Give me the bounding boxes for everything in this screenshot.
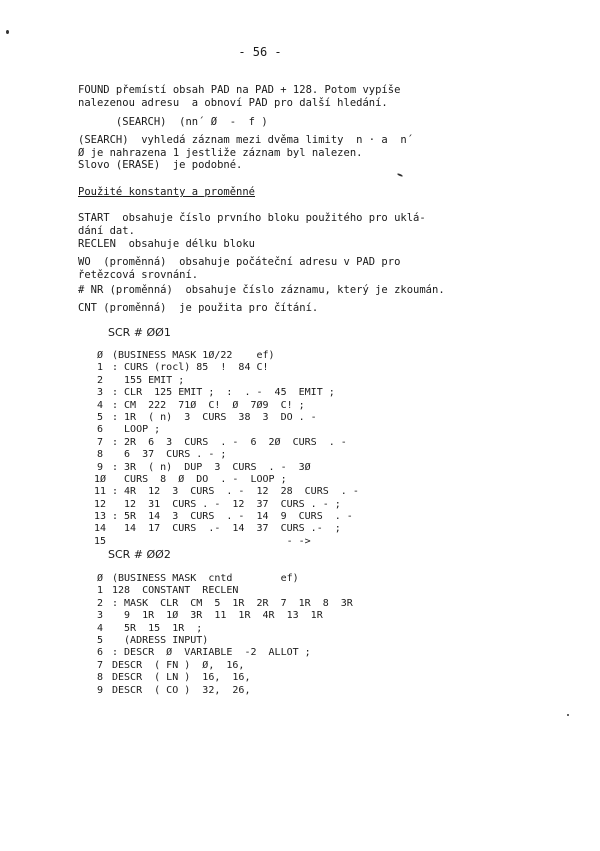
code-text: : 2R 6 3 CURS . - 6 2Ø CURS . - <box>112 436 347 448</box>
scan-speck <box>6 30 9 34</box>
line-number: 1 <box>96 362 104 374</box>
line-number: 5 <box>96 411 104 423</box>
paragraph-wo: WO (proměnná) obsahuje počáteční adresu v PAD pro řetězcová srovnání. <box>78 256 401 281</box>
section-heading: Použité konstanty a proměnné <box>78 186 256 198</box>
code-text: DESCR ( LN ) 16, 16, <box>112 672 251 684</box>
line-number: 7 <box>96 659 104 671</box>
line-number: Ø <box>96 350 104 361</box>
search-signature: (SEARCH) (nn´ Ø - f ) <box>78 116 268 128</box>
code-text: : CLR 125 EMIT ; : . - 45 EMIT ; <box>112 387 335 399</box>
code-text: DESCR ( CO ) 32, 26, <box>112 684 251 696</box>
scan-speck <box>397 173 403 177</box>
line-number: 9 <box>96 684 104 696</box>
code-text: LOOP ; <box>112 424 161 436</box>
line-number: 5 <box>96 634 104 646</box>
code-text: 6 37 CURS . - ; <box>112 449 227 461</box>
code-text: : 1R ( n) 3 CURS 38 3 DO . - <box>112 411 317 423</box>
line-number: 7 <box>96 436 104 448</box>
line-number: 6 <box>96 647 104 659</box>
code-text: (BUSINESS MASK 1Ø/22 ef) <box>112 350 275 361</box>
code-text: 9 1R 1Ø 3R 11 1R 4R 13 1R <box>112 610 323 622</box>
paragraph-found: FOUND přemístí obsah PAD na PAD + 128. Potom vypíše nalezenou adresu a obnoví PAD pro další hledání. <box>78 84 401 109</box>
code-text: DESCR ( FN ) Ø, 16, <box>112 659 245 671</box>
code-text: - -> <box>112 535 311 547</box>
line-number: 15 <box>93 535 107 547</box>
line-number: 2 <box>96 597 104 609</box>
line-number: 12 <box>93 498 107 510</box>
line-number: 2 <box>96 374 104 386</box>
screen-title-1: SCR # ØØ1 <box>108 326 171 339</box>
paragraph-nr: # NR (proměnná) obsahuje číslo záznamu, který je zkoumán. <box>78 284 445 296</box>
code-text: 12 31 CURS . - 12 37 CURS . - ; <box>112 498 341 510</box>
line-number: 4 <box>96 399 104 411</box>
scan-speck <box>567 714 569 716</box>
paragraph-cnt: CNT (proměnná) je použita pro čítání. <box>78 302 319 314</box>
paragraph-reclen: RECLEN obsahuje délku bloku <box>78 238 256 250</box>
line-number: 1 <box>96 585 104 597</box>
paragraph-start: START obsahuje číslo prvního bloku použitého pro uklá- dání dat. <box>78 212 426 237</box>
line-number: 8 <box>96 672 104 684</box>
line-number: 11 <box>93 486 107 498</box>
code-text: 128 CONSTANT RECLEN <box>112 585 239 597</box>
line-number: 6 <box>96 424 104 436</box>
line-number: 3 <box>96 610 104 622</box>
code-text: : MASK CLR CM 5 1R 2R 7 1R 8 3R <box>112 597 353 609</box>
code-text: 14 17 CURS .- 14 37 CURS .- ; <box>112 523 341 535</box>
line-number: 1Ø <box>93 473 107 485</box>
line-number: 8 <box>96 449 104 461</box>
line-number: 4 <box>96 622 104 634</box>
page-number: - 56 - <box>238 45 282 59</box>
code-text: : 5R 14 3 CURS . - 14 9 CURS . - <box>112 511 353 523</box>
code-text: 155 EMIT ; <box>112 374 185 386</box>
paragraph-search: (SEARCH) vyhledá záznam mezi dvěma limity n · a n´ Ø je nahrazena 1 jestliže záznam byl nalezen. Slovo (ERASE) je podobné. <box>78 134 414 171</box>
code-text: (ADRESS INPUT) <box>112 634 209 646</box>
code-text: 5R 15 1R ; <box>112 622 203 634</box>
code-text: : 4R 12 3 CURS . - 12 28 CURS . - <box>112 486 359 498</box>
code-text: : 3R ( n) DUP 3 CURS . - 3Ø <box>112 461 311 473</box>
line-number: 9 <box>96 461 104 473</box>
line-number: 14 <box>93 523 107 535</box>
line-number: Ø <box>96 573 104 584</box>
line-number: 13 <box>93 511 107 523</box>
code-text: : CM 222 71Ø C! Ø 7Ø9 C! ; <box>112 399 305 411</box>
screen-title-2: SCR # ØØ2 <box>108 548 171 561</box>
code-text: (BUSINESS MASK cntd ef) <box>112 573 299 584</box>
line-number: 3 <box>96 387 104 399</box>
code-text: : DESCR Ø VARIABLE -2 ALLOT ; <box>112 647 311 659</box>
code-text: : CURS (rocl) 85 ! 84 C! <box>112 362 269 374</box>
code-text: CURS 8 Ø DO . - LOOP ; <box>112 473 287 485</box>
